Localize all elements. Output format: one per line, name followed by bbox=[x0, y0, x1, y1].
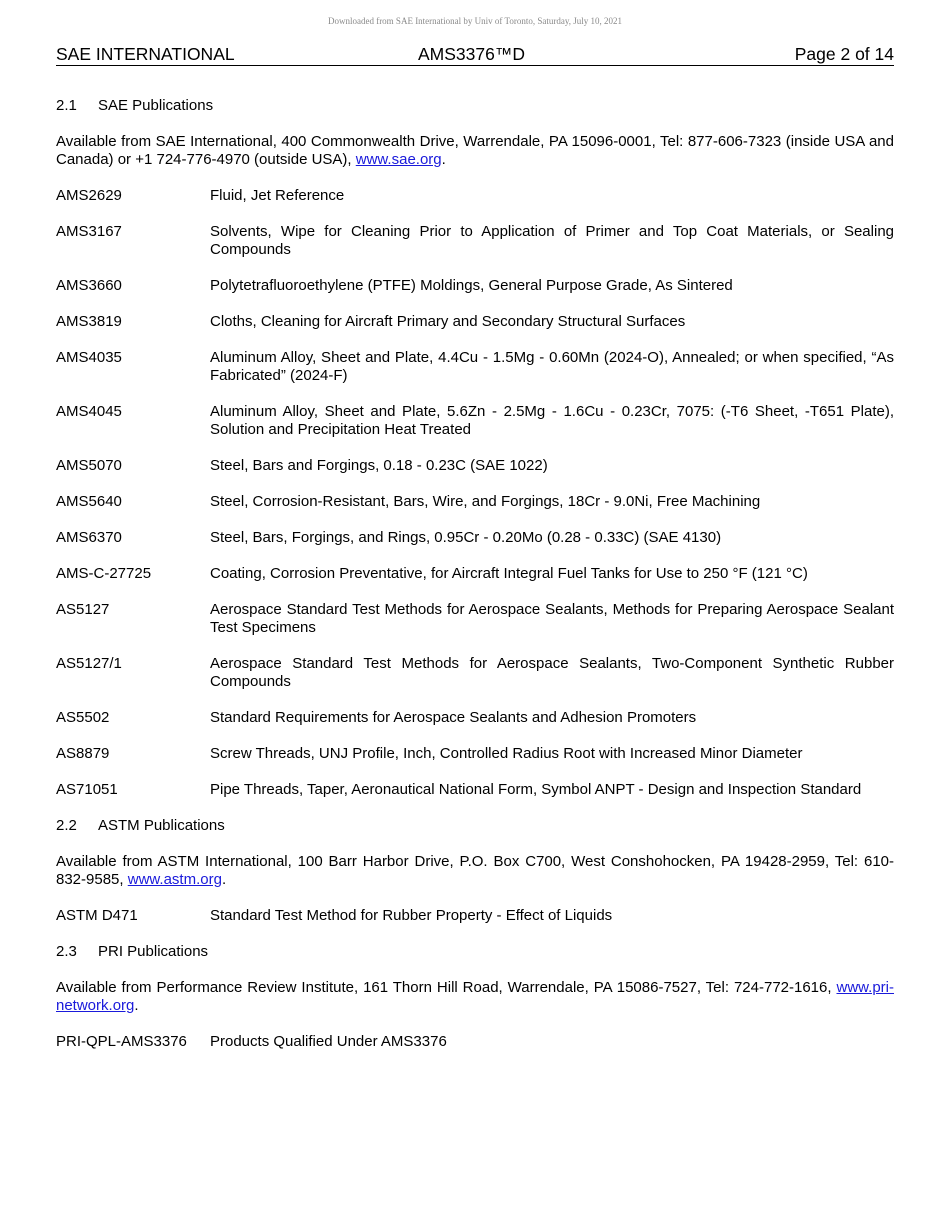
header-org: SAE INTERNATIONAL bbox=[56, 44, 235, 64]
reference-title: Aluminum Alloy, Sheet and Plate, 5.6Zn - 2.5Mg - 1.6Cu - 0.23Cr, 7075: (-T6 Sheet, -T651 Plate), Solution and Precipitation Heat Treated bbox=[210, 403, 894, 438]
reference-code: AMS4035 bbox=[56, 349, 122, 366]
section-number: 2.1 bbox=[56, 97, 77, 114]
reference-code: AMS5070 bbox=[56, 457, 122, 474]
section-heading-astm bbox=[56, 817, 894, 835]
reference-title: Aerospace Standard Test Methods for Aerospace Sealants, Two-Component Synthetic Rubber Compounds bbox=[210, 655, 894, 690]
reference-code: AS5127/1 bbox=[56, 655, 122, 672]
astm-reference-list bbox=[56, 907, 894, 925]
reference-title: Steel, Bars, Forgings, and Rings, 0.95Cr - 0.20Mo (0.28 - 0.33C) (SAE 4130) bbox=[210, 529, 722, 546]
reference-item bbox=[56, 493, 894, 511]
reference-code: PRI-QPL-AMS3376 bbox=[56, 1033, 187, 1050]
section-heading-pri bbox=[56, 943, 894, 961]
reference-code: AMS2629 bbox=[56, 187, 122, 204]
reference-title: Aerospace Standard Test Methods for Aerospace Sealants, Methods for Preparing Aerospace Sealant Test Specimens bbox=[210, 601, 894, 636]
reference-item bbox=[56, 907, 894, 925]
reference-title: Aluminum Alloy, Sheet and Plate, 4.4Cu - 1.5Mg - 0.60Mn (2024-O), Annealed; or when specified, “As Fabricated” (2024-F) bbox=[210, 349, 894, 384]
reference-code: AS8879 bbox=[56, 745, 110, 762]
section-title: PRI Publications bbox=[98, 943, 209, 960]
reference-title: Solvents, Wipe for Cleaning Prior to Application of Primer and Top Coat Materials, or Sealing Compounds bbox=[210, 223, 894, 258]
sae-availability-paragraph: Available from SAE International, 400 Commonwealth Drive, Warrendale, PA 15096-0001, Tel: 877-606-7323 (inside USA and Canada) or +1 724-776-4970 (outside USA), www.sae.org. bbox=[56, 133, 894, 168]
reference-item bbox=[56, 457, 894, 475]
pri-availability-paragraph: Available from Performance Review Institute, 161 Thorn Hill Road, Warrendale, PA 15086-7527, Tel: 724-772-1616, www.pri-network.org. bbox=[56, 979, 894, 1014]
reference-item bbox=[56, 709, 894, 727]
reference-item bbox=[56, 745, 894, 763]
astm-availability-paragraph: Available from ASTM International, 100 Barr Harbor Drive, P.O. Box C700, West Conshohocken, PA 19428-2959, Tel: 610-832-9585, www.astm.org. bbox=[56, 853, 894, 888]
reference-title: Standard Test Method for Rubber Property - Effect of Liquids bbox=[210, 907, 613, 924]
reference-item bbox=[56, 403, 894, 439]
reference-code: AS5127 bbox=[56, 601, 110, 618]
reference-item bbox=[56, 655, 894, 691]
reference-item bbox=[56, 349, 894, 385]
reference-item bbox=[56, 313, 894, 331]
reference-item bbox=[56, 277, 894, 295]
reference-item bbox=[56, 529, 894, 547]
reference-item bbox=[56, 223, 894, 259]
reference-title: Cloths, Cleaning for Aircraft Primary and Secondary Structural Surfaces bbox=[210, 313, 686, 330]
pri-website-link[interactable]: www.pri-network.org bbox=[56, 979, 894, 1014]
reference-code: AMS3819 bbox=[56, 313, 122, 330]
section-title: ASTM Publications bbox=[98, 817, 225, 834]
section-title: SAE Publications bbox=[98, 97, 214, 114]
reference-code: AS71051 bbox=[56, 781, 118, 798]
section-number: 2.2 bbox=[56, 817, 77, 834]
download-watermark: Downloaded from SAE International by Univ of Toronto, Saturday, July 10, 2021 bbox=[327, 16, 623, 26]
section-heading-sae bbox=[56, 97, 894, 115]
reference-title: Polytetrafluoroethylene (PTFE) Moldings, General Purpose Grade, As Sintered bbox=[210, 277, 733, 294]
reference-item bbox=[56, 565, 894, 583]
sae-reference-list bbox=[56, 187, 894, 799]
reference-title: Fluid, Jet Reference bbox=[210, 187, 345, 204]
reference-title: Standard Requirements for Aerospace Sealants and Adhesion Promoters bbox=[210, 709, 697, 726]
reference-code: AMS4045 bbox=[56, 403, 122, 420]
header-doc-id: AMS3376™D bbox=[418, 44, 525, 64]
reference-code: AS5502 bbox=[56, 709, 110, 726]
reference-title: Products Qualified Under AMS3376 bbox=[210, 1033, 447, 1050]
page-header bbox=[56, 44, 894, 66]
reference-title: Screw Threads, UNJ Profile, Inch, Controlled Radius Root with Increased Minor Diameter bbox=[210, 745, 803, 762]
reference-code: AMS5640 bbox=[56, 493, 122, 510]
document-body bbox=[56, 88, 894, 1051]
reference-item bbox=[56, 781, 894, 799]
reference-title: Pipe Threads, Taper, Aeronautical National Form, Symbol ANPT - Design and Inspection Standard bbox=[210, 781, 862, 798]
section-number: 2.3 bbox=[56, 943, 77, 960]
reference-item bbox=[56, 1033, 894, 1051]
reference-code: AMS3167 bbox=[56, 223, 122, 240]
header-page-number: Page 2 of 14 bbox=[794, 44, 894, 64]
reference-title: Coating, Corrosion Preventative, for Aircraft Integral Fuel Tanks for Use to 250 °F (121 °C) bbox=[210, 565, 808, 582]
sae-website-link[interactable]: www.sae.org bbox=[355, 151, 442, 168]
reference-title: Steel, Bars and Forgings, 0.18 - 0.23C (SAE 1022) bbox=[210, 457, 548, 474]
pri-reference-list bbox=[56, 1033, 894, 1051]
reference-item bbox=[56, 601, 894, 637]
reference-code: AMS3660 bbox=[56, 277, 122, 294]
reference-title: Steel, Corrosion-Resistant, Bars, Wire, and Forgings, 18Cr - 9.0Ni, Free Machining bbox=[210, 493, 761, 510]
astm-website-link[interactable]: www.astm.org bbox=[127, 871, 222, 888]
reference-code: AMS-C-27725 bbox=[56, 565, 152, 582]
reference-code: AMS6370 bbox=[56, 529, 122, 546]
reference-code: ASTM D471 bbox=[56, 907, 138, 924]
reference-item bbox=[56, 187, 894, 205]
